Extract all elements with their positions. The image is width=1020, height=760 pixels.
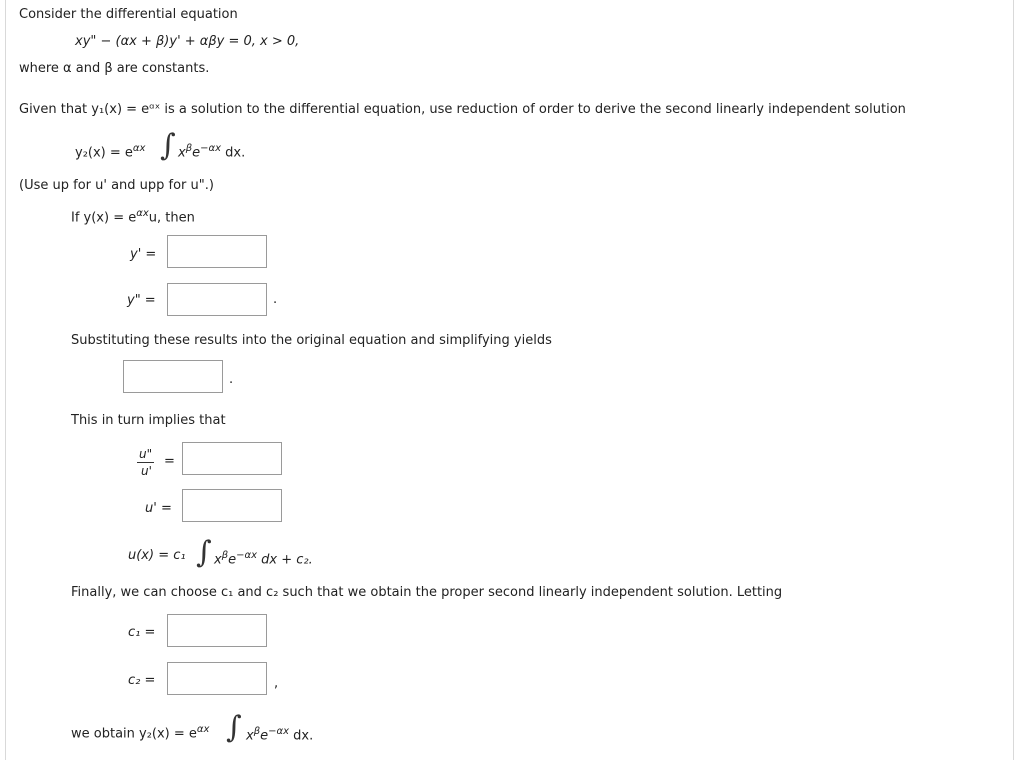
period: . — [273, 292, 278, 307]
up-input[interactable] — [182, 489, 282, 522]
c2-input[interactable] — [167, 662, 267, 695]
intro-text: Consider the differential equation — [19, 7, 238, 22]
y2-lhs: y₂(x) = e — [75, 145, 133, 161]
yp-input[interactable] — [167, 235, 267, 268]
obtain-text: we obtain $y_2(x) = e^{\alpha x}$ — [71, 724, 210, 742]
ypp-input[interactable] — [167, 283, 267, 316]
up-label: u' = — [145, 501, 172, 516]
comma: , — [274, 676, 279, 691]
ratio-denominator: u' — [141, 464, 152, 478]
ratio-equals: = — [164, 454, 175, 469]
yp-label: y' = — [130, 247, 157, 262]
y2-formula — [75, 141, 145, 161]
hint-text: (Use up for u' and upp for u".) — [19, 178, 214, 193]
y2-exponent: αx — [132, 143, 146, 154]
substitution-text: If $y(x) = e^{\alpha x}u$, then — [71, 208, 195, 226]
ux-integrand: $x^\beta e^{-\alpha x}$ dx + c₂. — [214, 550, 313, 568]
finally-text: Finally, we can choose c₁ and c₂ such that we obtain the proper second linearly independent solution. Letting — [71, 585, 783, 600]
ypp-label: y" = — [127, 293, 156, 308]
differential-equation: xy" − (αx + β)y' + αβy = 0, x > 0, — [75, 34, 300, 49]
implies-text: This in turn implies that — [71, 413, 226, 428]
c2-label: c₂ = — [128, 673, 156, 688]
ratio-numerator: u" — [139, 447, 153, 461]
obtain-integrand: $x^\beta e^{-\alpha x}$ dx. — [246, 726, 314, 744]
c1-input[interactable] — [167, 614, 267, 647]
ux-lhs: u(x) = c₁ — [128, 548, 186, 563]
period: . — [229, 372, 234, 387]
integral-sign-icon: ∫ — [196, 535, 212, 570]
simplified-equation-input[interactable] — [123, 360, 223, 393]
integral-sign-icon: ∫ — [226, 710, 242, 745]
y2-integrand: $x^\beta e^{-\alpha x}$ dx. — [178, 143, 246, 161]
c1-label: c₁ = — [128, 625, 156, 640]
substituting-text: Substituting these results into the original equation and simplifying yields — [71, 333, 552, 348]
ratio-input[interactable] — [182, 442, 282, 475]
given-text: Given that y₁(x) = eᵅˣ is a solution to the differential equation, use reduction of order to derive the second linearly independent solution — [19, 102, 906, 117]
constants-note: where α and β are constants. — [19, 61, 210, 76]
integral-sign-icon: ∫ — [160, 128, 176, 163]
